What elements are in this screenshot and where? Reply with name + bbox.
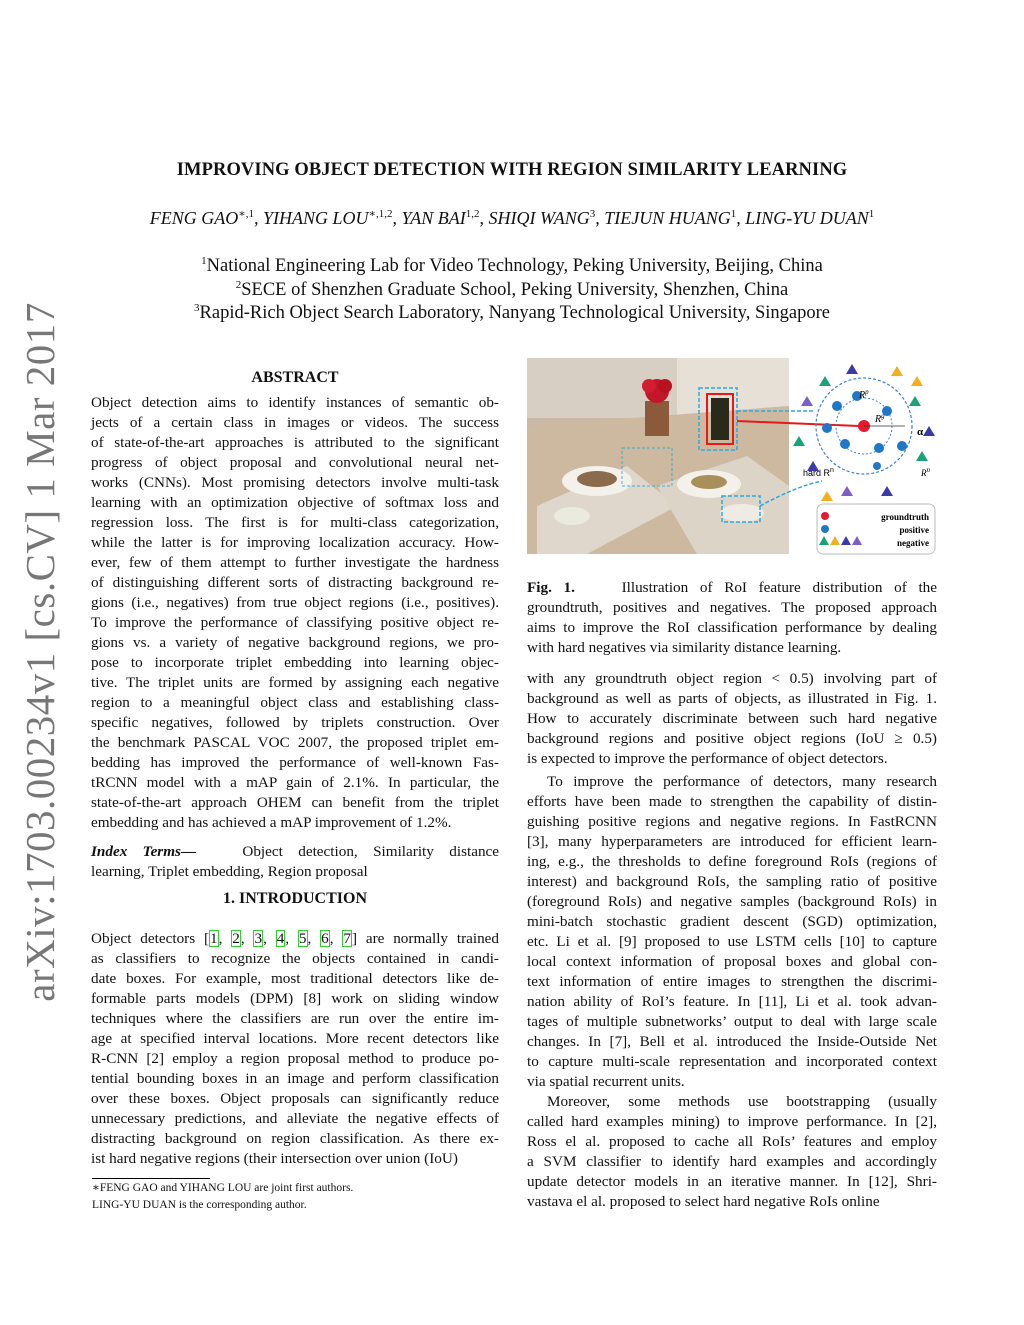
hard-rn-label: hard $R^n$ <box>803 467 834 478</box>
text-line: tive. The triplet units are formed by assigning each negative <box>91 674 499 691</box>
text-line: Moreover, some methods use bootstrapping (usually <box>547 1093 937 1110</box>
intro-body: Object detectors [1, 2, 3, 4, 5, 6, 7] are normally trained as classifiers to recognize the objects contained in candi- date boxes. For example, most traditional detectors like de- formable parts models (DPM) [8] work on sliding window techniques where the classifiers are run over the entire im- age at specified interval locations. More recent detectors like R-CNN [2] employ a region proposal method to produce po- tential bounding boxes in an image and perform classification over these boxes. Object proposals can significantly reduce unnecessary predictions, and alleviate the negative effects of distracting background on region classification. As there ex- ist hard negative regions (their intersection over union (IoU) <box>91 930 500 1167</box>
figure-legend <box>817 504 935 554</box>
intro-continued-3 <box>527 1092 937 1212</box>
intro-continued-2 <box>527 772 937 1092</box>
figure-1 <box>527 356 937 556</box>
text-line: R-CNN [2] employ a region proposal method to produce po- <box>91 1050 499 1067</box>
intro-heading: 1. INTRODUCTION <box>222 890 367 907</box>
affiliation: $^2$SECE of Shenzhen Graduate School, Peking University, Shenzhen, China <box>235 279 789 301</box>
text-line: background regions and positive object regions (IoU ≥ 0.5) <box>527 730 937 747</box>
text-line: [3], many hyperparameters are introduced for efficient learn- <box>527 833 937 850</box>
text-line: state-of-the-art approach OHEM can benefit from the triplet <box>91 794 499 811</box>
author: YIHANG LOU <box>262 208 369 228</box>
text-line: To improve the performance of classifying positive object re- <box>91 614 499 631</box>
alpha-label: α <box>917 426 924 438</box>
text-line: ist hard negative regions (their intersection over union (IoU) <box>91 1150 458 1167</box>
arxiv-stamp: arXiv:1703.00234v1 [cs.CV] 1 Mar 2017 <box>17 302 63 1002</box>
text-line: the benchmark PASCAL VOC 2007, the proposed triplet em- <box>91 734 499 751</box>
author: YAN BAI <box>401 208 466 228</box>
text-line: of state-of-the-art approaches is attributed to the significant <box>91 434 499 451</box>
text-line: etc. Li et al. [9] proposed to use LSTM cells [10] to capture <box>527 933 937 950</box>
text-line: local context information of proposal boxes and global con- <box>527 953 937 970</box>
text-line: of distinguishing different sorts of distracting background re- <box>91 574 499 591</box>
author: SHIQI WANG <box>488 208 590 228</box>
text-line: to capture multi-scale representation and incorporated context <box>527 1053 937 1070</box>
text-line: update detector models in an iterative manner. In [12], Shri- <box>527 1173 937 1190</box>
text-line: via spatial recurrent units. <box>527 1073 685 1090</box>
text-line: How to accurately discriminate between such hard negative <box>527 710 937 727</box>
text-line: date boxes. For example, most traditional detectors like de- <box>91 970 499 987</box>
author-list: FENG $GAO^{∗,1}$, YIHANG $LOU^{∗,1,2}$, YAN BAI$^{1,2}$, SHIQI WANG$^3$, TIEJUN HUANG$^1$, LING-YU DUAN$^1$ <box>149 208 875 228</box>
text-line: learning with an optimization objective of softmax loss and <box>91 494 499 511</box>
caption-label: Fig. 1. <box>527 579 575 596</box>
figure-graphic <box>527 356 937 556</box>
legend-negative: negative <box>897 538 929 548</box>
legend-positive: positive <box>899 525 929 535</box>
text-line: regression loss. The first is for multi-class categorization, <box>91 514 499 531</box>
footnotes <box>92 1180 500 1214</box>
footnote: LING-YU DUAN is the corresponding author. <box>92 1199 307 1211</box>
text-line: pose to incorporate triplet embedding into learning objec- <box>91 654 499 671</box>
citation-link[interactable]: 7 <box>343 930 351 947</box>
citation-link[interactable]: 4 <box>276 930 285 947</box>
text-line: progress of object proposal and convolutional neural net- <box>91 454 499 471</box>
citation-link[interactable]: 5 <box>298 930 307 947</box>
intro-continued-1 <box>527 669 937 769</box>
text-line: Object detection aims to identify instances of semantic ob- <box>91 394 499 411</box>
text-line: interest) and background RoIs, the sampling ratio of positive <box>527 873 937 890</box>
text-line: text information of entire images to strengthen the discrimi- <box>527 973 937 990</box>
text-line: techniques where the classifiers are run over the entire im- <box>91 1010 499 1027</box>
citation-link[interactable]: 3 <box>254 930 263 947</box>
text-line: nation ability of RoI’s feature. In [11], Li et al. took advan- <box>527 993 937 1010</box>
author: FENG GAO <box>149 208 239 228</box>
rg-label: $R^g$ <box>875 412 885 425</box>
text-line: gions vs. a variety of negative background regions, we pro- <box>91 634 499 651</box>
text-line: changes. In [7], Bell et al. introduced the Inside-Outside Net <box>527 1033 937 1050</box>
text-line: distracting background on region classification. As there ex- <box>91 1130 499 1147</box>
text-line: jects of a certain class in images or videos. The success <box>91 414 499 431</box>
text-line: background as well as parts of objects, as illustrated in Fig. 1. <box>527 690 937 707</box>
text-line: embedding and has achieved a mAP improvement of 1.2%. <box>91 814 452 831</box>
text-line: To improve the performance of detectors, many research <box>547 773 937 790</box>
text-line: vastava el al. proposed to select hard negative RoIs online <box>527 1193 880 1210</box>
text-line: as classifiers to recognize the objects contained in candi- <box>91 950 499 967</box>
affiliation: $^3$Rapid-Rich Object Search Laboratory, Nanyang Technological University, Singapore <box>194 302 830 324</box>
text-line: region to a meaningful object class and establishing class- <box>91 694 499 711</box>
text-line: ing, e.g., the thresholds to define foreground RoIs (regions of <box>527 853 937 870</box>
footnote-rule <box>92 1178 210 1179</box>
feature-space-diagram <box>793 364 935 501</box>
text-line: over these boxes. Object proposals can significantly reduce <box>91 1090 499 1107</box>
author: LING-YU DUAN <box>745 208 869 228</box>
abstract-body <box>91 393 499 833</box>
index-terms-label: Index Terms— <box>91 843 197 860</box>
text-line: tRCNN model with a mAP gain of 2.1%. In particular, the <box>91 774 499 791</box>
text-line: called hard examples mining) to improve performance. In [2], <box>527 1113 937 1130</box>
text-line: efforts have been made to strengthen the capability of distin- <box>527 793 937 810</box>
rp-label: $R^p$ <box>859 388 869 401</box>
affiliation: $^1$National Engineering Lab for Video Technology, Peking University, Beijing, China <box>201 255 823 277</box>
text-line: bedding has improved the performance of well-known Fas- <box>91 754 499 771</box>
index-terms: Index Terms— Object detection, Similarity distance learning, Triplet embedding, Region proposal <box>91 843 500 880</box>
text-line: is expected to improve the performance of object detectors. <box>527 750 888 767</box>
figure-caption: Fig. 1. Illustration of RoI feature distribution of the groundtruth, positives and negatives. The proposed approach aims to improve the RoI classification performance by dealing with hard negatives via similarity distance learning. <box>527 579 937 656</box>
rn-label: $R^n$ <box>921 466 930 478</box>
paper-title: IMPROVING OBJECT DETECTION WITH REGION SIMILARITY LEARNING <box>176 160 848 180</box>
abstract-heading: ABSTRACT <box>251 369 339 386</box>
text-line: guishing positive regions and negative regions. In FastRCNN <box>527 813 937 830</box>
text-line: Ross el al. proposed to cache all RoIs’ features and employ <box>527 1133 937 1150</box>
text-line: age at specified interval locations. More recent detectors like <box>91 1030 499 1047</box>
citation-link[interactable]: 2 <box>232 930 240 947</box>
text-line: mini-batch stochastic gradient descent (SGD) optimization, <box>527 913 937 930</box>
footnote: ∗FENG GAO and YIHANG LOU are joint first authors. <box>92 1182 354 1194</box>
text-line: while the latter is for improving localization accuracy. How- <box>91 534 499 551</box>
text-line: unnecessary predictions, and alleviate the negative effects of <box>91 1110 499 1127</box>
text-line: tages of multiple subnetworks’ output to deal with large scale <box>527 1013 937 1030</box>
text-line: ever, few of them attempt to further investigate the hardness <box>91 554 499 571</box>
text-line: (foreground RoIs) and negative samples (background RoIs) in <box>527 893 937 910</box>
text-line: with any groundtruth object region < 0.5) involving part of <box>527 670 937 687</box>
citation-link[interactable]: 1 <box>210 930 218 947</box>
text-line: formable parts models (DPM) [8] work on sliding window <box>91 990 499 1007</box>
text-line: tential bounding boxes in an image and perform classification <box>91 1070 499 1087</box>
author: TIEJUN HUANG <box>604 208 731 228</box>
text-line: a SVM classifier to identify hard examples and accordingly <box>527 1153 937 1170</box>
text-line: specific negatives, followed by triplets construction. Over <box>91 714 499 731</box>
legend-groundtruth: groundtruth <box>881 512 929 522</box>
text-line: gions (i.e., negatives) from true object regions (i.e., positives). <box>91 594 499 611</box>
text-line: works (CNNs). Most promising detectors involve multi-task <box>91 474 499 491</box>
dinner-table-photo <box>527 358 789 554</box>
citation-link[interactable]: 6 <box>321 930 329 947</box>
